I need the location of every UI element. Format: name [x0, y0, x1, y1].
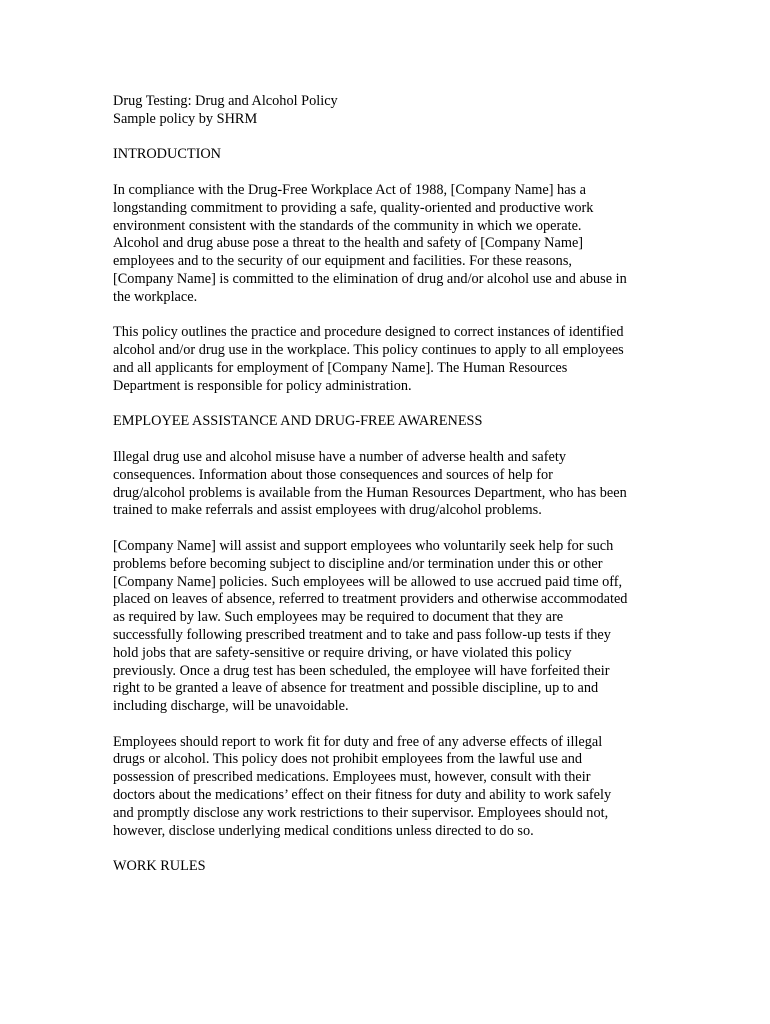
text-line: doctors about the medications’ effect on their fitness for duty and ability to work safely: [113, 787, 612, 804]
section-heading-introduction: INTRODUCTION: [113, 146, 222, 163]
text-line: [Company Name] is committed to the elimination of drug and/or alcohol use and abuse in: [113, 270, 627, 287]
section-heading-work-rules: WORK RULES: [113, 858, 206, 875]
text-line: successfully following prescribed treatment and to take and pass follow-up tests if they: [113, 626, 611, 643]
assistance-paragraph-3: [113, 734, 661, 841]
text-line: placed on leaves of absence, referred to treatment providers and otherwise accommodated: [113, 591, 628, 608]
text-line: Employees should report to work fit for duty and free of any adverse effects of illegal: [113, 733, 603, 750]
text-line: problems before becoming subject to discipline and/or termination under this or other: [113, 555, 603, 572]
text-line: and all applicants for employment of [Company Name]. The Human Resources: [113, 359, 568, 376]
text-line: [Company Name] will assist and support employees who voluntarily seek help for such: [113, 537, 614, 554]
text-line: consequences. Information about those consequences and sources of help for: [113, 466, 553, 483]
text-line: [Company Name] policies. Such employees will be allowed to use accrued paid time off,: [113, 573, 623, 590]
text-line: This policy outlines the practice and procedure designed to correct instances of identified: [113, 324, 624, 341]
document-body: [113, 93, 661, 876]
section-heading-assistance: EMPLOYEE ASSISTANCE AND DRUG-FREE AWARENESS: [113, 413, 483, 430]
text-line: alcohol and/or drug use in the workplace. This policy continues to apply to all employees: [113, 342, 624, 359]
assistance-paragraph-1: [113, 449, 661, 520]
assistance-paragraph-2: [113, 538, 661, 716]
text-line: drug/alcohol problems is available from the Human Resources Department, who has been: [113, 484, 627, 501]
text-line: the workplace.: [113, 288, 198, 305]
text-line: Illegal drug use and alcohol misuse have a number of adverse health and safety: [113, 448, 566, 465]
text-line: trained to make referrals and assist employees with drug/alcohol problems.: [113, 502, 542, 519]
text-line: including discharge, will be unavoidable.: [113, 698, 349, 715]
text-line: as required by law. Such employees may be required to document that they are: [113, 609, 564, 626]
text-line: hold jobs that are safety-sensitive or require driving, or have violated this policy: [113, 644, 572, 661]
text-line: Department is responsible for policy administration.: [113, 377, 412, 394]
text-line: Alcohol and drug abuse pose a threat to the health and safety of [Company Name]: [113, 235, 584, 252]
text-line: drugs or alcohol. This policy does not prohibit employees from the lawful use and: [113, 751, 583, 768]
text-line: right to be granted a leave of absence for treatment and possible discipline, up to and: [113, 680, 599, 697]
text-line: In compliance with the Drug-Free Workplace Act of 1988, [Company Name] has a: [113, 181, 587, 198]
document-title: Drug Testing: Drug and Alcohol Policy: [113, 93, 338, 109]
text-line: possession of prescribed medications. Employees must, however, consult with their: [113, 769, 591, 786]
text-line: employees and to the security of our equipment and facilities. For these reasons,: [113, 253, 572, 270]
introduction-paragraph-2: [113, 324, 661, 395]
text-line: longstanding commitment to providing a safe, quality-oriented and productive work: [113, 199, 594, 216]
text-line: however, disclose underlying medical conditions unless directed to do so.: [113, 822, 534, 839]
text-line: previously. Once a drug test has been scheduled, the employee will have forfeited their: [113, 662, 610, 679]
document-subtitle: Sample policy by SHRM: [113, 110, 258, 127]
introduction-paragraph-1: [113, 182, 661, 307]
text-line: and promptly disclose any work restrictions to their supervisor. Employees should not,: [113, 804, 609, 821]
text-line: environment consistent with the standards of the community in which we operate.: [113, 217, 582, 234]
